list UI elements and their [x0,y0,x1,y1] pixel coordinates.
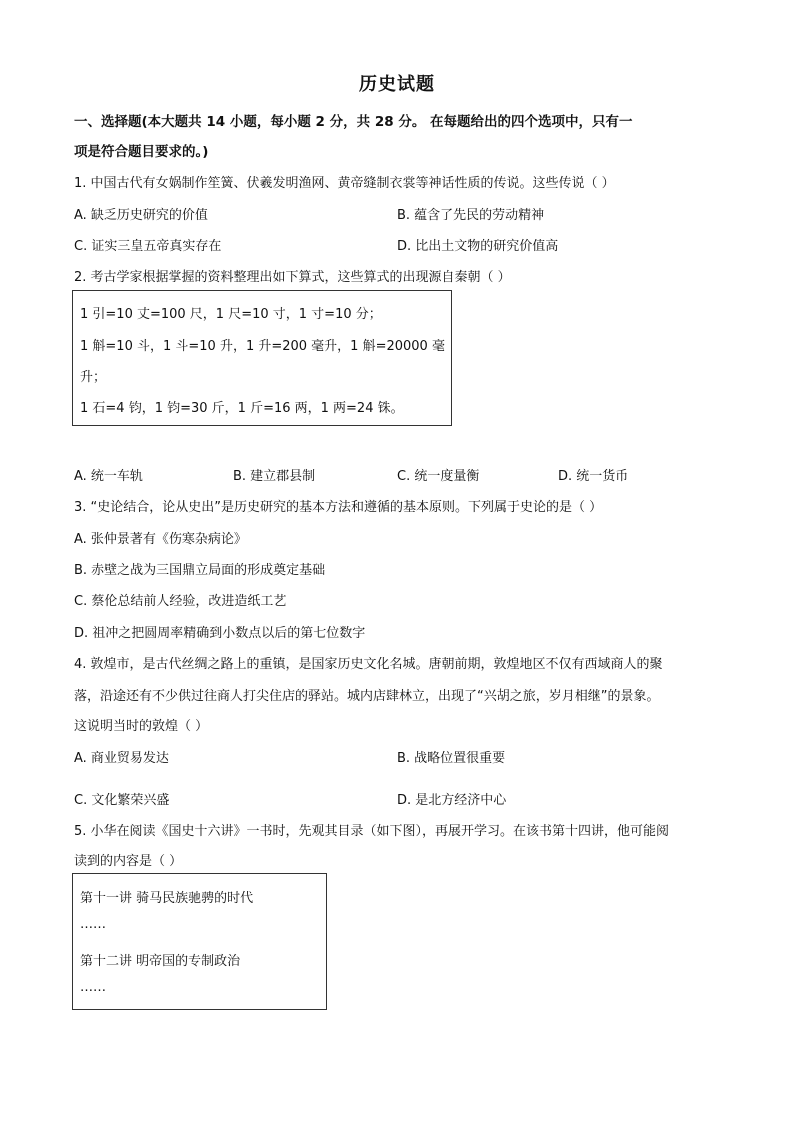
question-1-stem: 1. 中国古代有女娲制作笙簧、伏羲发明渔网、黄帝缝制衣裳等神话性质的传说。这些传说（ ） [74,176,615,191]
question-5-contents-line-1: 第十一讲 骑马民族驰骋的时代 [80,891,254,906]
question-3-option-b: B. 赤壁之战为三国鼎立局面的形成奠定基础 [74,563,326,578]
question-2-formula-line-3: 升； [80,370,107,385]
question-1-option-a: A. 缺乏历史研究的价值 [74,208,208,223]
question-2-option-d: D. 统一货币 [558,469,629,484]
question-4-stem-line-1: 4. 敦煌市，是古代丝绸之路上的重镇，是国家历史文化名城。唐朝前期，敦煌地区不仅有西域商人的聚 [74,657,663,672]
question-3-option-d: D. 祖冲之把圆周率精确到小数点以后的第七位数字 [74,626,366,641]
question-2-option-c: C. 统一度量衡 [397,469,480,484]
question-2-option-b: B. 建立郡县制 [233,469,316,484]
question-2-formula-line-2: 1 斛=10 斗，1 斗=10 升，1 升=200 毫升，1 斛=20000 毫 [80,339,445,354]
section-heading-line-2: 项是符合题目要求的。) [74,144,209,160]
question-5-contents-line-3: 第十二讲 明帝国的专制政治 [80,954,241,969]
page-title: 历史试题 [359,74,435,95]
question-2-formula-line-4: 1 石=4 钧，1 钧=30 斤，1 斤=16 两，1 两=24 铢。 [80,401,404,416]
question-5-contents-line-4: …… [80,980,106,995]
section-heading-line-1: 一、选择题(本大题共 14 小题，每小题 2 分，共 28 分。 在每题给出的四个选项中，只有一 [74,114,633,130]
question-4-stem-line-3: 这说明当时的敦煌（ ） [74,719,209,734]
question-5-stem-line-2: 读到的内容是（ ） [74,854,183,869]
question-2-option-a: A. 统一车轨 [74,469,143,484]
question-1-option-b: B. 蕴含了先民的劳动精神 [397,208,545,223]
question-4-option-a: A. 商业贸易发达 [74,751,169,766]
question-3-option-c: C. 蔡伦总结前人经验，改进造纸工艺 [74,594,287,609]
question-2-formula-line-1: 1 引=10 丈=100 尺，1 尺=10 寸，1 寸=10 分； [80,307,382,322]
question-4-stem-line-2: 落，沿途还有不少供过往商人打尖住店的驿站。城内店肆林立，出现了“兴胡之旅，岁月相继”的景象。 [74,689,660,704]
question-2-stem: 2. 考古学家根据掌握的资料整理出如下算式，这些算式的出现源自秦朝（ ） [74,270,511,285]
question-5-contents-line-2: …… [80,917,106,932]
question-5-stem-line-1: 5. 小华在阅读《国史十六讲》一书时，先观其目录（如下图），再展开学习。在该书第十四讲，他可能阅 [74,824,670,839]
question-3-option-a: A. 张仲景著有《伤寒杂病论》 [74,532,247,547]
question-4-option-b: B. 战略位置很重要 [397,751,506,766]
question-1-option-d: D. 比出土文物的研究价值高 [397,239,559,254]
question-4-option-d: D. 是北方经济中心 [397,793,507,808]
question-1-option-c: C. 证实三皇五帝真实存在 [74,239,222,254]
question-3-stem: 3. “史论结合，论从史出”是历史研究的基本方法和遵循的基本原则。下列属于史论的是（ ） [74,500,603,515]
question-4-option-c: C. 文化繁荣兴盛 [74,793,170,808]
